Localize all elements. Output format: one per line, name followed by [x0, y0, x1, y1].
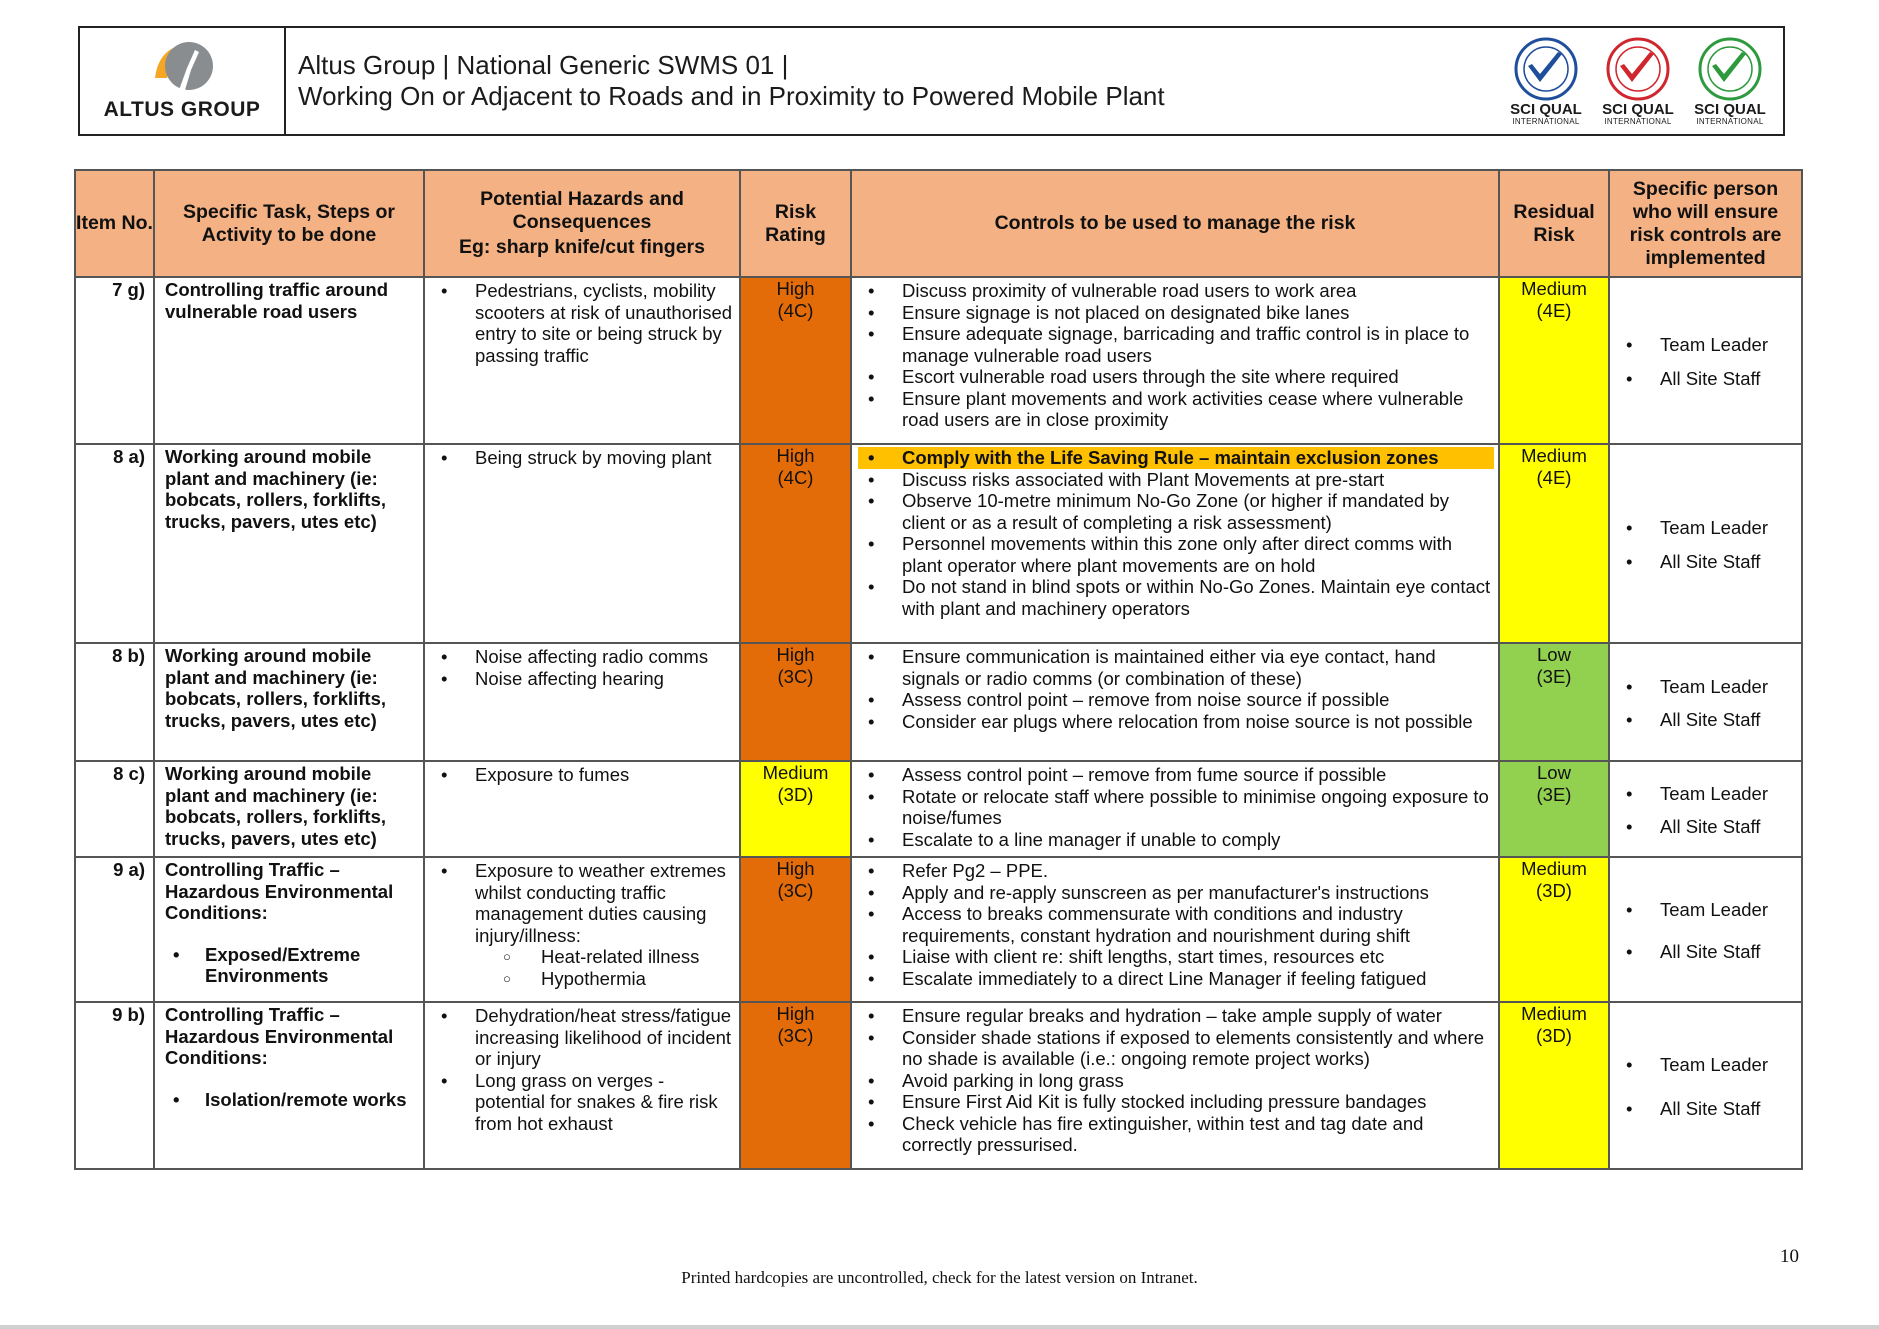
col-task: Specific Task, Steps or Activity to be done — [154, 170, 424, 277]
control-item: • Escort vulnerable road users through the site where required — [858, 366, 1494, 388]
col-residual: Residual Risk — [1499, 170, 1609, 277]
control-item: • Do not stand in blind spots or within No-Go Zones. Maintain eye contact with plant and machinery operators — [858, 576, 1494, 619]
footer-notice: Printed hardcopies are uncontrolled, check for the latest version on Intranet. — [681, 1268, 1198, 1287]
swms-table — [74, 169, 1803, 1170]
control-item: • Avoid parking in long grass — [858, 1070, 1494, 1092]
cert-seal-icon — [1688, 36, 1772, 102]
table-row — [75, 444, 1802, 643]
hazards — [424, 444, 740, 643]
residual-code: (3E) — [1536, 665, 1572, 687]
residual-level: Low — [1537, 644, 1571, 665]
table-row — [75, 277, 1802, 444]
risk-code: (3C) — [777, 1024, 814, 1046]
cert-seal-icon — [1504, 36, 1588, 102]
controls — [851, 444, 1499, 643]
item-no: 9 a) — [75, 857, 154, 1002]
residual-risk — [1499, 277, 1609, 444]
company-logo — [80, 28, 286, 134]
table-row — [75, 1002, 1802, 1169]
task — [154, 857, 424, 1002]
table-row — [75, 857, 1802, 1002]
task: Working around mobile plant and machinery (ie: bobcats, rollers, forklifts, trucks, pavers, utes etc) — [154, 761, 424, 857]
hazard-item: • Pedestrians, cyclists, mobility scooters at risk of unauthorised entry to site or being struck by passing traffic — [431, 280, 735, 366]
risk-code: (3C) — [777, 665, 814, 687]
cert-badge — [1503, 36, 1589, 126]
residual-risk — [1499, 1002, 1609, 1169]
task-title: Controlling Traffic – Hazardous Environmental Conditions: — [165, 859, 394, 923]
residual-code: (3D) — [1536, 879, 1572, 901]
person-item: • All Site Staff — [1616, 816, 1797, 838]
responsible-persons — [1609, 1002, 1802, 1169]
col-risk: Risk Rating — [740, 170, 851, 277]
control-item: • Refer Pg2 – PPE. — [858, 860, 1494, 882]
altus-logo-icon — [149, 38, 215, 94]
residual-risk — [1499, 857, 1609, 1002]
risk-code: (3C) — [777, 879, 814, 901]
hazard-item: • Exposure to fumes — [431, 764, 735, 786]
cert-badge — [1595, 36, 1681, 126]
task-sub-item: • Exposed/Extreme Environments — [195, 944, 417, 987]
hazards — [424, 277, 740, 444]
residual-risk — [1499, 761, 1609, 857]
controls — [851, 643, 1499, 761]
control-item: • Liaise with client re: shift lengths, start times, resources etc — [858, 946, 1494, 968]
col-hazards-title: Potential Hazards and Consequences — [480, 188, 684, 233]
col-hazards-example: Eg: sharp knife/cut fingers — [459, 236, 705, 258]
person-item: • Team Leader — [1616, 1054, 1797, 1076]
person-item: • Team Leader — [1616, 334, 1797, 356]
risk-rating — [740, 643, 851, 761]
person-item: • Team Leader — [1616, 517, 1797, 539]
risk-level: High — [776, 445, 815, 466]
risk-code: (3D) — [777, 783, 814, 805]
controls — [851, 761, 1499, 857]
controls — [851, 1002, 1499, 1169]
task-sub-item: • Isolation/remote works — [195, 1089, 417, 1111]
document-title — [286, 28, 1503, 134]
control-item: • Discuss risks associated with Plant Movements at pre-start — [858, 469, 1494, 491]
person-item: • All Site Staff — [1616, 709, 1797, 731]
person-item: • All Site Staff — [1616, 1098, 1797, 1120]
table-row — [75, 761, 1802, 857]
table-header-row — [75, 170, 1802, 277]
hazard-sub-item: ○ Hypothermia — [503, 968, 739, 990]
risk-rating — [740, 277, 851, 444]
risk-level: Medium — [762, 762, 829, 783]
risk-rating — [740, 761, 851, 857]
task: Working around mobile plant and machinery (ie: bobcats, rollers, forklifts, trucks, pavers, utes etc) — [154, 444, 424, 643]
hazards — [424, 857, 740, 1002]
risk-rating — [740, 444, 851, 643]
hazards — [424, 643, 740, 761]
task: Working around mobile plant and machinery (ie: bobcats, rollers, forklifts, trucks, pavers, utes etc) — [154, 643, 424, 761]
responsible-persons — [1609, 277, 1802, 444]
item-no: 7 g) — [75, 277, 154, 444]
risk-level: High — [776, 858, 815, 879]
controls — [851, 277, 1499, 444]
page-number: 10 — [1780, 1246, 1799, 1267]
col-controls: Controls to be used to manage the risk — [851, 170, 1499, 277]
control-item: • Personnel movements within this zone only after direct comms with plant operator where plant movements are on hold — [858, 533, 1494, 576]
control-item: • Ensure communication is maintained either via eye contact, hand signals or radio comms (or combination of these) — [858, 646, 1494, 689]
cert-label: SCI QUAL — [1510, 101, 1582, 118]
residual-risk — [1499, 444, 1609, 643]
control-item: • Ensure adequate signage, barricading and traffic control is in place to manage vulnerable road users — [858, 323, 1494, 366]
person-item: • Team Leader — [1616, 899, 1797, 921]
residual-level: Medium — [1521, 1003, 1587, 1024]
item-no: 8 a) — [75, 444, 154, 643]
task-title: Controlling Traffic – Hazardous Environmental Conditions: — [165, 1004, 394, 1068]
person-item: • Team Leader — [1616, 783, 1797, 805]
controls — [851, 857, 1499, 1002]
person-item: • All Site Staff — [1616, 551, 1797, 573]
hazard-item: • Being struck by moving plant — [431, 447, 735, 469]
risk-level: High — [776, 644, 815, 665]
control-item: • Discuss proximity of vulnerable road users to work area — [858, 280, 1494, 302]
responsible-persons — [1609, 761, 1802, 857]
residual-level: Low — [1537, 762, 1571, 783]
risk-level: High — [776, 278, 815, 299]
control-item: • Ensure plant movements and work activities cease where vulnerable road users are in close proximity — [858, 388, 1494, 431]
task: Controlling traffic around vulnerable road users — [154, 277, 424, 444]
title-line-1: Altus Group | National Generic SWMS 01 | — [298, 50, 789, 80]
control-item-highlighted: • Comply with the Life Saving Rule – maintain exclusion zones — [858, 447, 1494, 469]
control-item: • Observe 10-metre minimum No-Go Zone (or higher if mandated by client or as a result of completing a risk assessment) — [858, 490, 1494, 533]
hazard-sub-item: ○ Heat-related illness — [503, 946, 739, 968]
hazard-item: • Long grass on verges - potential for snakes & fire risk from hot exhaust — [431, 1070, 735, 1135]
control-item: • Consider shade stations if exposed to elements consistently and where no shade is available (i.e.: ongoing remote project works) — [858, 1027, 1494, 1070]
risk-rating — [740, 857, 851, 1002]
cert-label: SCI QUAL — [1602, 101, 1674, 118]
cert-seal-icon — [1596, 36, 1680, 102]
person-item: • All Site Staff — [1616, 941, 1797, 963]
viewer-bottom-edge — [0, 1325, 1879, 1329]
control-item: • Check vehicle has fire extinguisher, within test and tag date and correctly pressurised. — [858, 1113, 1494, 1156]
col-item: Item No. — [75, 170, 154, 277]
cert-badge — [1687, 36, 1773, 126]
document-header — [78, 26, 1785, 136]
control-item: • Escalate immediately to a direct Line Manager if feeling fatigued — [858, 968, 1494, 990]
residual-code: (3D) — [1536, 1024, 1572, 1046]
control-item: • Access to breaks commensurate with conditions and industry requirements, constant hydration and nourishment during shift — [858, 903, 1494, 946]
responsible-persons — [1609, 444, 1802, 643]
control-item: • Assess control point – remove from fume source if possible — [858, 764, 1494, 786]
risk-rating — [740, 1002, 851, 1169]
item-no: 8 b) — [75, 643, 154, 761]
residual-code: (4E) — [1536, 299, 1572, 321]
cert-sub: INTERNATIONAL — [1696, 117, 1764, 126]
responsible-persons — [1609, 857, 1802, 1002]
cert-sub: INTERNATIONAL — [1604, 117, 1672, 126]
col-hazards — [424, 170, 740, 277]
control-item: • Rotate or relocate staff where possible to minimise ongoing exposure to noise/fumes — [858, 786, 1494, 829]
person-item: • All Site Staff — [1616, 368, 1797, 390]
table-row — [75, 643, 1802, 761]
control-item: • Assess control point – remove from noise source if possible — [858, 689, 1494, 711]
residual-risk — [1499, 643, 1609, 761]
col-person: Specific person who will ensure risk controls are implemented — [1609, 170, 1802, 277]
residual-code: (3E) — [1536, 783, 1572, 805]
logo-text: ALTUS GROUP — [103, 98, 261, 121]
person-item: • Team Leader — [1616, 676, 1797, 698]
hazard-item: • Noise affecting radio comms — [431, 646, 735, 668]
control-item: • Escalate to a line manager if unable to comply — [858, 829, 1494, 851]
control-item: • Ensure First Aid Kit is fully stocked including pressure bandages — [858, 1091, 1494, 1113]
residual-code: (4E) — [1536, 466, 1572, 488]
risk-level: High — [776, 1003, 815, 1024]
responsible-persons — [1609, 643, 1802, 761]
hazards — [424, 1002, 740, 1169]
control-item: • Ensure regular breaks and hydration – take ample supply of water — [858, 1005, 1494, 1027]
cert-sub: INTERNATIONAL — [1512, 117, 1580, 126]
control-item: • Ensure signage is not placed on designated bike lanes — [858, 302, 1494, 324]
control-item: • Consider ear plugs where relocation from noise source is not possible — [858, 711, 1494, 733]
hazards — [424, 761, 740, 857]
residual-level: Medium — [1521, 858, 1587, 879]
control-item: • Apply and re-apply sunscreen as per manufacturer's instructions — [858, 882, 1494, 904]
cert-label: SCI QUAL — [1694, 101, 1766, 118]
risk-code: (4C) — [777, 466, 814, 488]
hazard-item: • Noise affecting hearing — [431, 668, 735, 690]
task — [154, 1002, 424, 1169]
residual-level: Medium — [1521, 445, 1587, 466]
item-no: 9 b) — [75, 1002, 154, 1169]
item-no: 8 c) — [75, 761, 154, 857]
certification-badges — [1503, 28, 1783, 134]
hazard-item: • Dehydration/heat stress/fatigue increasing likelihood of incident or injury — [431, 1005, 735, 1070]
risk-code: (4C) — [777, 299, 814, 321]
hazard-item: • Exposure to weather extremes whilst conducting traffic management duties causing injury/illness: — [431, 860, 735, 946]
title-line-2: Working On or Adjacent to Roads and in Proximity to Powered Mobile Plant — [298, 81, 1165, 111]
residual-level: Medium — [1521, 278, 1587, 299]
